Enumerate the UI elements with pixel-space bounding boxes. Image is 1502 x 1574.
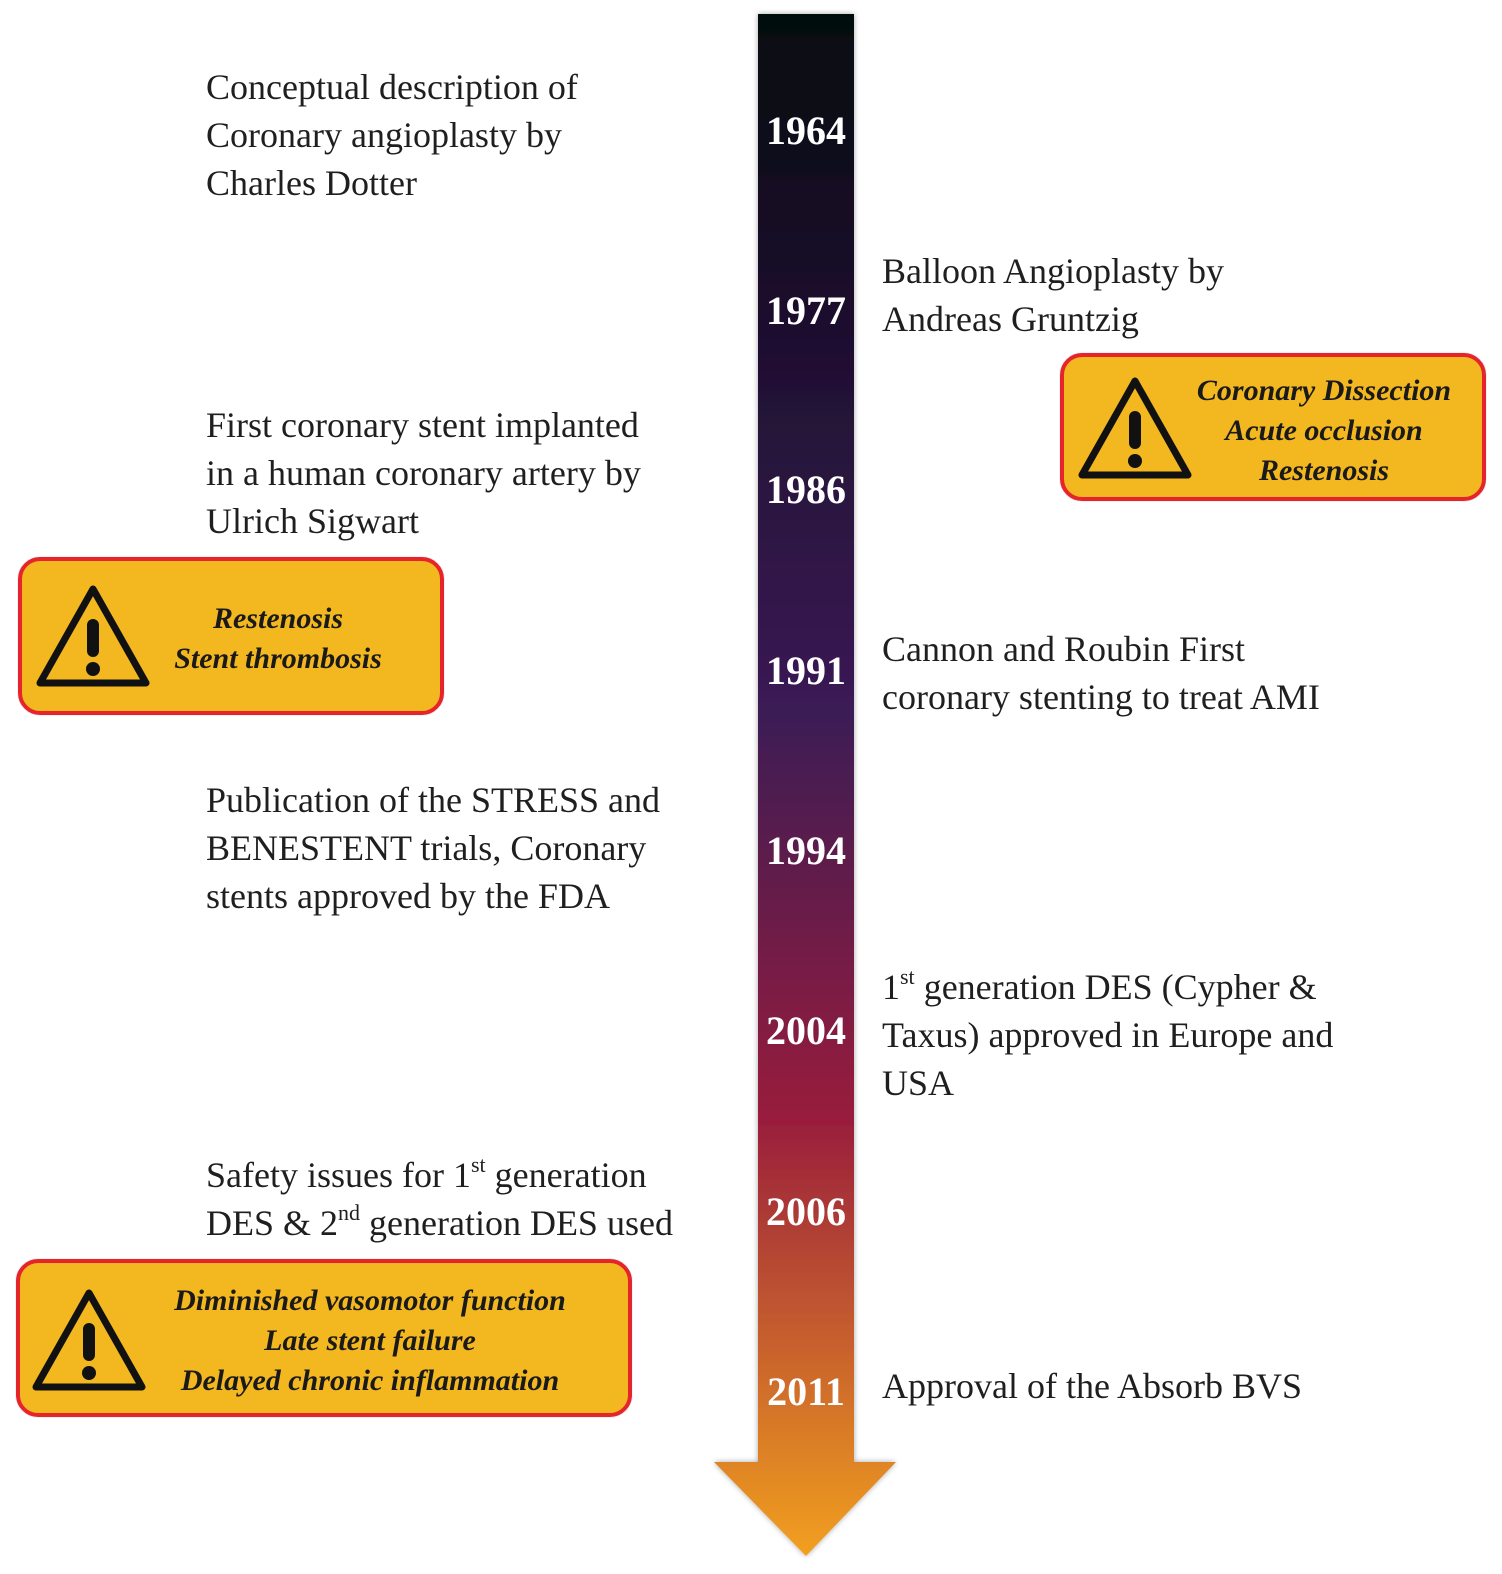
year-label-1991: 1991 (766, 648, 846, 693)
event-1986-line: in a human coronary artery by (206, 453, 641, 493)
year-label-1964: 1964 (766, 108, 846, 153)
warning-box-1977 (1060, 353, 1486, 501)
warning-line: Restenosis (212, 602, 344, 635)
year-label-1986: 1986 (766, 467, 846, 512)
event-2006-text: generation (485, 1155, 647, 1195)
warning-line: Stent thrombosis (174, 642, 382, 675)
year-label-2011: 2011 (767, 1369, 845, 1414)
event-2004-text: generation DES (Cypher & (914, 967, 1317, 1007)
event-2006-text: generation DES used (360, 1203, 673, 1243)
year-label-1977: 1977 (766, 288, 846, 333)
warning-line: Delayed chronic inflammation (180, 1364, 560, 1397)
event-1964 (206, 63, 578, 207)
event-1991-line: coronary stenting to treat AMI (882, 677, 1320, 717)
year-label-2006: 2006 (766, 1189, 846, 1234)
event-2006-text: DES & 2 (206, 1203, 339, 1243)
event-1991-line: Cannon and Roubin First (882, 629, 1246, 669)
event-1964-line: Coronary angioplasty by (206, 115, 562, 155)
warning-line: Acute occlusion (1225, 414, 1423, 447)
event-2006-sup: nd (338, 1200, 361, 1225)
warning-line: Coronary Dissection (1196, 374, 1452, 407)
warning-box-2006 (16, 1259, 632, 1417)
event-2011 (882, 1362, 1302, 1410)
event-2006 (206, 1151, 673, 1247)
warning-box-1986 (18, 557, 444, 715)
warning-triangle-icon (1076, 375, 1194, 483)
event-1977-line: Balloon Angioplasty by (882, 251, 1224, 291)
timeline-arrow-shape (714, 14, 896, 1556)
event-1977-line: Andreas Gruntzig (882, 299, 1139, 339)
warning-text-1977 (1182, 371, 1466, 491)
event-1986-line: Ulrich Sigwart (206, 501, 419, 541)
event-2004-sup: st (900, 964, 915, 989)
event-2006-line (206, 1151, 673, 1199)
warning-triangle-icon (30, 1287, 148, 1395)
event-1977 (882, 247, 1224, 343)
event-1994-line: stents approved by the FDA (206, 876, 610, 916)
year-label-1994: 1994 (766, 828, 846, 873)
event-1964-line: Conceptual description of (206, 67, 578, 107)
event-2004 (882, 963, 1333, 1107)
event-1986-line: First coronary stent implanted (206, 405, 639, 445)
event-1994-line: BENESTENT trials, Coronary (206, 828, 647, 868)
event-2004-text: 1 (882, 967, 900, 1007)
event-1994 (206, 776, 660, 920)
event-2011-line: Approval of the Absorb BVS (882, 1366, 1302, 1406)
warning-line: Late stent failure (264, 1324, 476, 1357)
warning-line: Diminished vasomotor function (174, 1284, 566, 1317)
event-2006-line (206, 1199, 673, 1247)
warning-triangle-icon (34, 583, 152, 691)
event-2004-line: USA (882, 1063, 955, 1103)
warning-text-2006 (140, 1281, 600, 1401)
event-1994-line: Publication of the STRESS and (206, 780, 660, 820)
event-2006-text: Safety issues for 1 (206, 1155, 471, 1195)
event-2004-line: Taxus) approved in Europe and (882, 1015, 1334, 1055)
warning-line: Restenosis (1258, 454, 1390, 487)
event-2004-line (882, 963, 1333, 1011)
year-label-2004: 2004 (766, 1008, 846, 1053)
warning-text-1986 (142, 599, 414, 679)
event-1986 (206, 401, 641, 545)
event-1991 (882, 625, 1320, 721)
event-1964-line: Charles Dotter (206, 163, 417, 203)
event-2006-sup: st (470, 1152, 486, 1177)
